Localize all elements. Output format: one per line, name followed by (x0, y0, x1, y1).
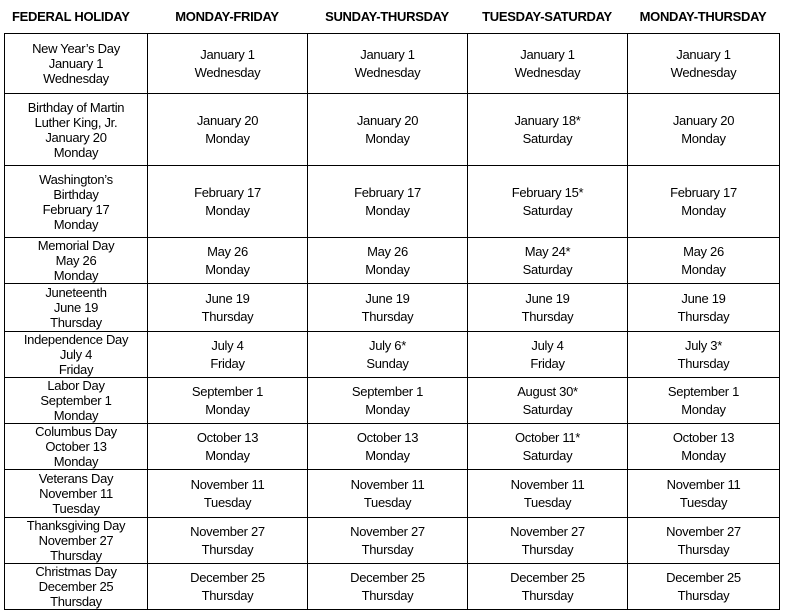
observed-date-cell (468, 238, 628, 284)
holiday-cell (5, 518, 148, 564)
holiday-text: January 20 (45, 129, 107, 145)
observed-weekday: Tuesday (679, 495, 728, 510)
observed-date-cell (308, 94, 468, 166)
observed-date-cell (628, 564, 780, 610)
observed-date: January 1 (200, 47, 255, 62)
holiday-text: January 1 (48, 56, 104, 71)
observed-date-cell (468, 284, 628, 332)
observed-date-cell (308, 332, 468, 378)
observed-date-cell (468, 564, 628, 610)
observed-date-cell (628, 166, 780, 238)
holiday-text: September 1 (40, 393, 112, 408)
observed-date: May 24* (524, 244, 571, 259)
observed-weekday: Monday (365, 402, 410, 417)
observed-date-cell (468, 424, 628, 470)
observed-weekday: Thursday (521, 309, 574, 324)
observed-date-cell (308, 34, 468, 94)
observed-weekday: Monday (205, 203, 250, 218)
observed-date-cell (628, 284, 780, 332)
observed-weekday: Thursday (201, 588, 254, 603)
holiday-text: Labor Day (47, 378, 105, 393)
holiday-text: Monday (53, 144, 99, 160)
holiday-text: Memorial Day (37, 238, 115, 253)
observed-date: January 1 (360, 47, 415, 62)
table-header (4, 0, 779, 33)
observed-date: January 1 (676, 47, 731, 62)
observed-date-cell (308, 378, 468, 424)
holiday-table (4, 33, 780, 610)
holiday-text: Thursday (50, 548, 102, 563)
observed-date-cell (308, 564, 468, 610)
holiday-text: December 25 (38, 579, 114, 594)
observed-date: November 11 (190, 477, 265, 492)
observed-weekday: Monday (681, 203, 726, 218)
observed-date-cell (468, 518, 628, 564)
observed-date-cell (148, 378, 308, 424)
holiday-text: Washington’s (39, 171, 113, 187)
observed-date: January 20 (672, 113, 735, 128)
holiday-text: November 27 (38, 533, 114, 548)
observed-weekday: Tuesday (363, 495, 412, 510)
header-sunday-thursday: SUNDAY-THURSDAY (325, 9, 449, 24)
observed-weekday: Thursday (677, 542, 730, 557)
observed-date-cell (148, 284, 308, 332)
holiday-cell (5, 284, 148, 332)
observed-date-cell (468, 470, 628, 518)
observed-date: November 11 (666, 477, 741, 492)
observed-weekday: Monday (365, 203, 410, 218)
holiday-text: Wednesday (43, 71, 109, 86)
table-row (5, 470, 780, 518)
holiday-text: Friday (58, 362, 94, 377)
observed-weekday: Thursday (361, 309, 414, 324)
observed-date-cell (468, 34, 628, 94)
observed-weekday: Monday (205, 262, 250, 277)
observed-weekday: Friday (530, 356, 565, 371)
observed-date: January 20 (196, 113, 259, 128)
observed-weekday: Tuesday (523, 495, 572, 510)
holiday-cell (5, 238, 148, 284)
table-row (5, 378, 780, 424)
header-tuesday-saturday: TUESDAY-SATURDAY (482, 9, 612, 24)
observed-weekday: Monday (205, 131, 250, 146)
observed-weekday: Saturday (522, 448, 573, 463)
header-monday-friday: MONDAY-FRIDAY (175, 9, 279, 24)
holiday-text: Christmas Day (35, 564, 117, 579)
observed-weekday: Monday (365, 262, 410, 277)
observed-weekday: Wednesday (670, 65, 737, 80)
holiday-text: Thanksgiving Day (26, 518, 126, 533)
holiday-text: Columbus Day (35, 424, 117, 439)
observed-date: June 19 (365, 291, 410, 306)
observed-date: November 27 (350, 524, 425, 539)
holiday-text: Birthday (53, 186, 99, 202)
holiday-cell (5, 34, 148, 94)
observed-date: October 13 (196, 430, 259, 445)
table-row (5, 34, 780, 94)
observed-date: November 27 (666, 524, 741, 539)
header-monday-thursday: MONDAY-THURSDAY (639, 9, 767, 24)
observed-date-cell (148, 518, 308, 564)
observed-date-cell (468, 378, 628, 424)
holiday-text: Thursday (50, 594, 102, 609)
observed-weekday: Monday (205, 402, 250, 417)
table-row (5, 166, 780, 238)
observed-date-cell (148, 470, 308, 518)
observed-weekday: Wednesday (194, 65, 261, 80)
observed-date: July 4 (531, 338, 564, 353)
observed-date-cell (308, 470, 468, 518)
observed-date: November 11 (350, 477, 425, 492)
observed-weekday: Saturday (522, 203, 573, 218)
table-row (5, 284, 780, 332)
observed-date-cell (148, 564, 308, 610)
observed-weekday: Thursday (521, 542, 574, 557)
observed-weekday: Thursday (361, 588, 414, 603)
observed-date: January 1 (520, 47, 575, 62)
observed-date: October 11* (514, 430, 581, 445)
observed-weekday: Monday (681, 262, 726, 277)
observed-date: December 25 (666, 570, 741, 585)
table-row (5, 238, 780, 284)
holiday-cell (5, 378, 148, 424)
holiday-text: February 17 (42, 201, 110, 217)
holiday-text: Thursday (50, 315, 102, 330)
observed-date: June 19 (205, 291, 250, 306)
observed-date: February 17 (194, 185, 261, 200)
observed-date: December 25 (350, 570, 425, 585)
observed-date: February 17 (670, 185, 737, 200)
observed-date-cell (468, 94, 628, 166)
observed-weekday: Monday (365, 131, 410, 146)
observed-weekday: Saturday (522, 262, 573, 277)
holiday-cell (5, 94, 148, 166)
observed-date-cell (628, 424, 780, 470)
observed-weekday: Saturday (522, 131, 573, 146)
holiday-text: November 11 (39, 486, 113, 501)
observed-date: December 25 (190, 570, 265, 585)
holiday-text: May 26 (55, 253, 97, 268)
holiday-text: Monday (53, 268, 99, 283)
observed-weekday: Monday (681, 131, 726, 146)
holiday-text: Monday (53, 216, 99, 232)
table-row (5, 564, 780, 610)
holiday-table-body (5, 34, 780, 610)
holiday-cell (5, 564, 148, 610)
observed-weekday: Sunday (366, 356, 409, 371)
holiday-text: New Year’s Day (32, 41, 120, 56)
observed-date: June 19 (525, 291, 570, 306)
holiday-text: Birthday of Martin (27, 99, 125, 115)
observed-date-cell (148, 166, 308, 238)
observed-weekday: Thursday (521, 588, 574, 603)
observed-date-cell (308, 518, 468, 564)
holiday-cell (5, 166, 148, 238)
holiday-text: Monday (53, 408, 99, 423)
observed-date: May 26 (367, 244, 408, 259)
observed-date: January 20 (356, 113, 419, 128)
observed-weekday: Thursday (201, 542, 254, 557)
observed-weekday: Monday (681, 448, 726, 463)
observed-date: September 1 (667, 384, 740, 399)
observed-date-cell (148, 424, 308, 470)
observed-date-cell (628, 34, 780, 94)
observed-date: November 11 (510, 477, 585, 492)
observed-date-cell (628, 94, 780, 166)
holiday-text: Luther King, Jr. (34, 114, 118, 130)
observed-date: June 19 (681, 291, 726, 306)
observed-date-cell (628, 238, 780, 284)
observed-date: July 4 (211, 338, 244, 353)
observed-date: January 18* (514, 113, 581, 128)
observed-date: July 3* (685, 338, 722, 353)
holiday-text: Monday (53, 454, 99, 469)
holiday-text: July 4 (59, 347, 93, 362)
table-row (5, 332, 780, 378)
observed-weekday: Thursday (677, 309, 730, 324)
observed-date-cell (308, 284, 468, 332)
holiday-text: Tuesday (52, 501, 100, 516)
holiday-text: Veterans Day (38, 471, 114, 486)
observed-date: October 13 (672, 430, 735, 445)
observed-date-cell (468, 332, 628, 378)
holiday-text: June 19 (53, 300, 99, 315)
holiday-text: October 13 (45, 439, 107, 454)
observed-date-cell (628, 518, 780, 564)
holiday-text: Juneteenth (45, 285, 107, 300)
observed-date-cell (628, 470, 780, 518)
observed-date-cell (628, 332, 780, 378)
observed-weekday: Wednesday (514, 65, 581, 80)
holiday-cell (5, 424, 148, 470)
observed-date: September 1 (191, 384, 264, 399)
observed-date-cell (148, 34, 308, 94)
observed-date-cell (148, 332, 308, 378)
observed-weekday: Monday (365, 448, 410, 463)
observed-weekday: Monday (681, 402, 726, 417)
observed-weekday: Thursday (361, 542, 414, 557)
observed-date: February 15* (511, 185, 584, 200)
observed-weekday: Monday (205, 448, 250, 463)
observed-weekday: Tuesday (203, 495, 252, 510)
observed-date-cell (148, 94, 308, 166)
observed-date: September 1 (351, 384, 424, 399)
observed-date: November 27 (510, 524, 585, 539)
observed-date-cell (468, 166, 628, 238)
observed-date-cell (148, 238, 308, 284)
holiday-cell (5, 332, 148, 378)
observed-date-cell (308, 166, 468, 238)
table-row (5, 518, 780, 564)
observed-date: February 17 (354, 185, 421, 200)
table-row (5, 94, 780, 166)
observed-date: December 25 (510, 570, 585, 585)
observed-date: October 13 (356, 430, 419, 445)
observed-date: May 26 (207, 244, 248, 259)
observed-date-cell (628, 378, 780, 424)
holiday-text: Independence Day (23, 332, 129, 347)
observed-date: July 6* (369, 338, 406, 353)
observed-date-cell (308, 238, 468, 284)
observed-date: November 27 (190, 524, 265, 539)
observed-weekday: Thursday (677, 356, 730, 371)
table-row (5, 424, 780, 470)
observed-date-cell (308, 424, 468, 470)
holiday-cell (5, 470, 148, 518)
observed-weekday: Friday (210, 356, 245, 371)
header-federal-holiday: FEDERAL HOLIDAY (12, 9, 130, 24)
observed-weekday: Saturday (522, 402, 573, 417)
observed-weekday: Thursday (677, 588, 730, 603)
observed-weekday: Wednesday (354, 65, 421, 80)
observed-date: May 26 (683, 244, 724, 259)
observed-weekday: Thursday (201, 309, 254, 324)
observed-date: August 30* (517, 384, 578, 399)
